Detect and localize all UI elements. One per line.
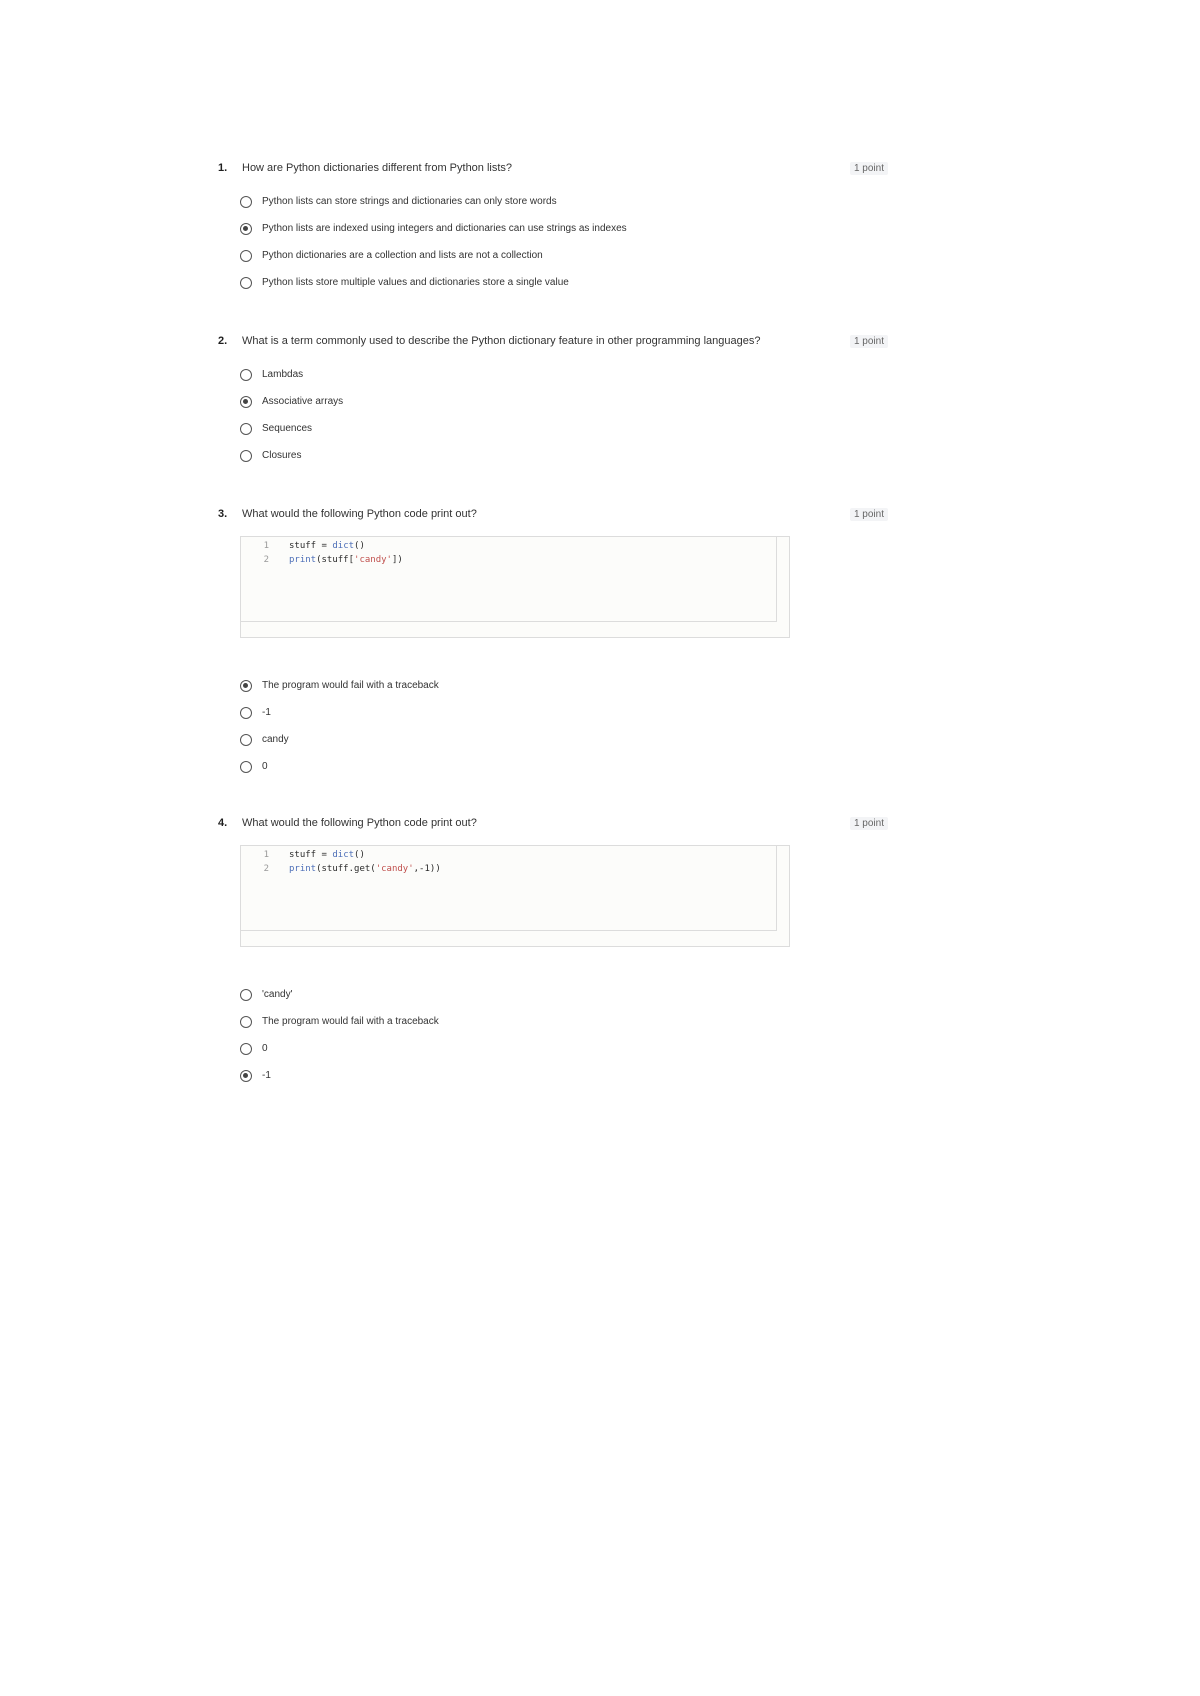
code-token: stuff = <box>289 850 333 860</box>
code-line <box>241 848 776 862</box>
code-editor <box>240 536 790 638</box>
radio-button-selected[interactable] <box>240 223 252 235</box>
answer-option[interactable] <box>240 672 888 699</box>
answer-option-label: Associative arrays <box>262 396 344 407</box>
line-number: 1 <box>263 541 269 551</box>
answer-option-label: Lambdas <box>262 369 304 380</box>
code-token: (stuff[ <box>316 555 355 565</box>
answer-option[interactable] <box>240 361 888 388</box>
radio-button-selected[interactable] <box>240 1070 252 1082</box>
code-token-builtin: print <box>289 555 317 565</box>
code-token: () <box>354 850 365 860</box>
answer-option[interactable] <box>240 388 888 415</box>
points-badge: 1 point <box>850 508 888 521</box>
radio-button[interactable] <box>240 277 252 289</box>
question-number: 2. <box>218 335 228 347</box>
code-token: stuff = <box>289 541 333 551</box>
answer-option[interactable] <box>240 726 888 753</box>
answer-option[interactable] <box>240 1062 888 1089</box>
code-line <box>241 539 776 553</box>
question-text: How are Python dictionaries different from Python lists? <box>242 162 513 174</box>
question-number: 3. <box>218 508 228 520</box>
radio-button-selected[interactable] <box>240 396 252 408</box>
line-number: 2 <box>263 864 269 874</box>
answer-option[interactable] <box>240 1035 888 1062</box>
answer-option[interactable] <box>240 442 888 469</box>
radio-button[interactable] <box>240 1016 252 1028</box>
question-text: What would the following Python code print out? <box>242 508 477 520</box>
question-header <box>218 162 888 182</box>
question-1 <box>218 162 888 296</box>
answer-option-label: candy <box>262 734 289 745</box>
question-text: What would the following Python code print out? <box>242 817 477 829</box>
code-token-string: 'candy' <box>354 555 392 565</box>
code-line <box>241 553 776 567</box>
question-number: 4. <box>218 817 228 829</box>
answer-option[interactable] <box>240 242 888 269</box>
points-badge: 1 point <box>850 817 888 830</box>
code-token: (stuff.get( <box>316 864 376 874</box>
code-token: ,-1)) <box>413 864 441 874</box>
radio-button[interactable] <box>240 250 252 262</box>
line-number: 2 <box>263 555 269 565</box>
question-2 <box>218 335 888 469</box>
radio-button[interactable] <box>240 707 252 719</box>
code-token-builtin: dict <box>332 541 355 551</box>
answer-option[interactable] <box>240 699 888 726</box>
radio-button[interactable] <box>240 450 252 462</box>
answer-option[interactable] <box>240 415 888 442</box>
answer-option-label: Python lists store multiple values and dictionaries store a single value <box>262 277 569 288</box>
answer-option-label: The program would fail with a traceback <box>262 680 439 691</box>
answer-option-label: Python lists can store strings and dictionaries can only store words <box>262 196 557 207</box>
answer-option-label: Closures <box>262 450 302 461</box>
answer-option-label: 'candy' <box>262 989 293 1000</box>
answer-option-label: -1 <box>262 707 271 718</box>
radio-button[interactable] <box>240 423 252 435</box>
code-token-string: 'candy' <box>375 864 414 874</box>
code-token: ]) <box>391 555 403 565</box>
answer-options <box>240 188 888 296</box>
radio-button[interactable] <box>240 1043 252 1055</box>
answer-option[interactable] <box>240 188 888 215</box>
answer-option-label: Python lists are indexed using integers and dictionaries can use strings as indexes <box>262 223 627 234</box>
radio-button-selected[interactable] <box>240 680 252 692</box>
radio-button[interactable] <box>240 761 252 773</box>
answer-option-label: The program would fail with a traceback <box>262 1016 439 1027</box>
answer-options <box>240 361 888 469</box>
answer-option[interactable] <box>240 1008 888 1035</box>
radio-button[interactable] <box>240 196 252 208</box>
question-header <box>218 508 888 528</box>
question-number: 1. <box>218 162 228 174</box>
radio-button[interactable] <box>240 369 252 381</box>
answer-option[interactable] <box>240 981 888 1008</box>
question-header <box>218 335 888 355</box>
answer-option[interactable] <box>240 753 888 780</box>
code-token: () <box>354 541 365 551</box>
code-body <box>241 537 777 622</box>
points-badge: 1 point <box>850 335 888 348</box>
answer-option[interactable] <box>240 269 888 296</box>
question-4 <box>218 817 888 1089</box>
answer-option[interactable] <box>240 215 888 242</box>
answer-option-label: Sequences <box>262 423 313 434</box>
code-editor <box>240 845 790 947</box>
answer-options <box>240 981 888 1089</box>
answer-option-label: Python dictionaries are a collection and lists are not a collection <box>262 250 543 261</box>
code-body <box>241 846 777 931</box>
radio-button[interactable] <box>240 734 252 746</box>
answer-options <box>240 672 888 780</box>
question-text: What is a term commonly used to describe the Python dictionary feature in other programming languages? <box>242 335 761 347</box>
answer-option-label: 0 <box>262 761 268 772</box>
code-token-builtin: print <box>289 864 317 874</box>
radio-button[interactable] <box>240 989 252 1001</box>
line-number: 1 <box>263 850 269 860</box>
points-badge: 1 point <box>850 162 888 175</box>
question-3 <box>218 508 888 780</box>
code-line <box>241 862 776 876</box>
answer-option-label: 0 <box>262 1043 268 1054</box>
code-token-builtin: dict <box>332 850 355 860</box>
answer-option-label: -1 <box>262 1070 271 1081</box>
question-header <box>218 817 888 837</box>
